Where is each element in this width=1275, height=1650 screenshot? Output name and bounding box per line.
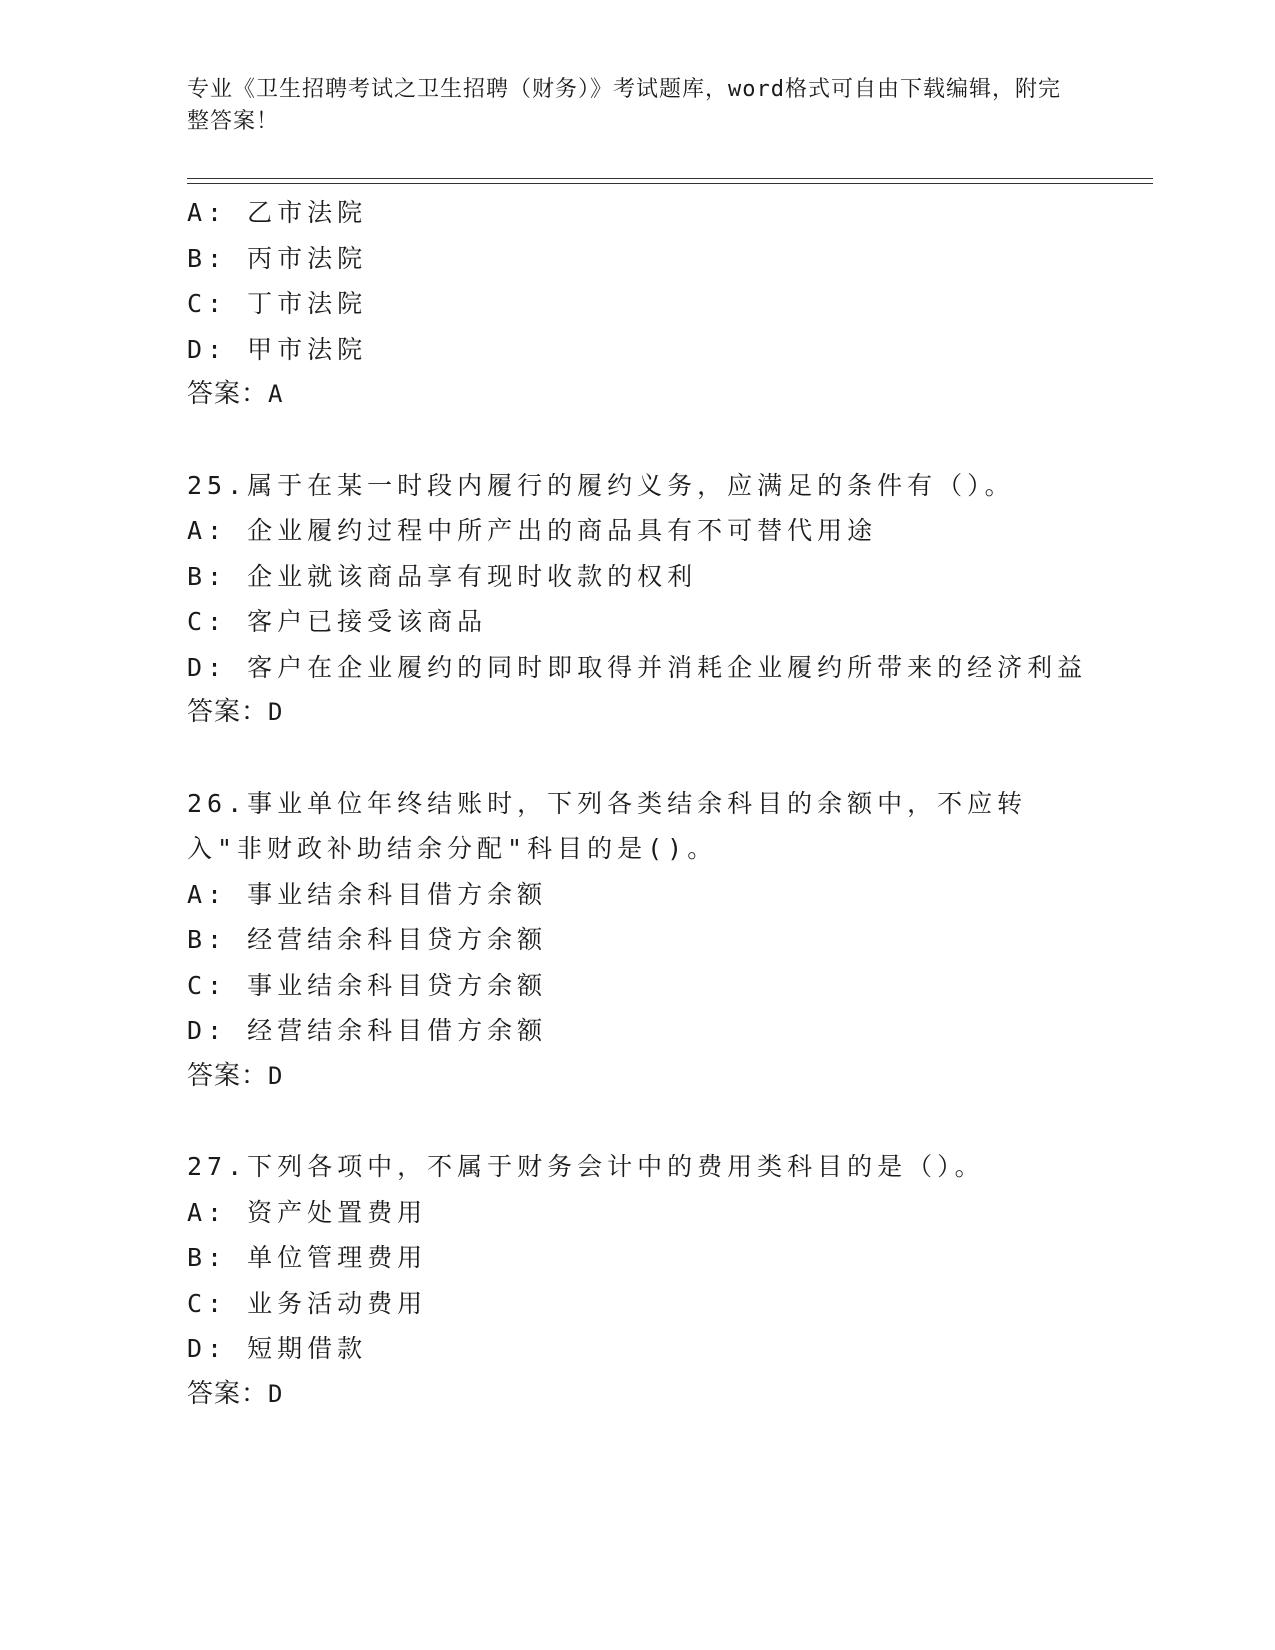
answer-line — [187, 1054, 1087, 1100]
answer-label: 答案： — [187, 1060, 269, 1091]
option-label: A: — [187, 879, 228, 909]
option-text: 丁市法院 — [247, 289, 368, 318]
question-title: 26.事业单位年终结账时，下列各类结余科目的余额中，不应转入"非财政补助结余分配"科目的是()。 — [187, 788, 1028, 863]
question-25 — [187, 463, 1087, 736]
option-text: 客户已接受该商品 — [247, 607, 488, 636]
answer-value: D — [268, 1061, 284, 1090]
answer-line — [187, 1372, 1087, 1418]
option-label: C: — [187, 607, 228, 636]
answer-label: 答案： — [187, 1378, 269, 1409]
document-header: 专业《卫生招聘考试之卫生招聘（财务）》考试题库，word格式可自由下载编辑，附完整答案！ — [187, 77, 1061, 134]
option-d — [187, 645, 1087, 691]
option-label: B: — [187, 925, 228, 954]
option-c — [187, 1281, 1087, 1327]
answer-line — [187, 690, 1087, 736]
option-a — [187, 508, 1087, 554]
option-text: 乙市法院 — [247, 198, 368, 227]
option-a — [187, 1190, 1087, 1236]
question-title: 27.下列各项中，不属于财务会计中的费用类科目的是（）。 — [187, 1152, 985, 1181]
option-label: D: — [187, 1016, 228, 1045]
option-b — [187, 554, 1087, 600]
header-divider-bottom — [187, 183, 1153, 184]
option-text: 企业就该商品享有现时收款的权利 — [247, 561, 698, 591]
option-c — [187, 963, 1087, 1009]
question-title: 25.属于在某一时段内履行的履约义务，应满足的条件有（）。 — [187, 470, 1015, 500]
option-label: B: — [187, 561, 228, 591]
answer-line — [187, 372, 1087, 418]
option-text: 企业履约过程中所产出的商品具有不可替代用途 — [247, 516, 878, 545]
option-label: B: — [187, 1243, 228, 1272]
option-label: A: — [187, 516, 228, 545]
option-text: 单位管理费用 — [247, 1243, 428, 1272]
question-27 — [187, 1144, 1087, 1417]
option-text: 经营结余科目借方余额 — [247, 1016, 548, 1045]
option-label: C: — [187, 1288, 228, 1318]
question-26 — [187, 781, 1087, 1100]
option-text: 丙市法院 — [247, 243, 368, 273]
option-d — [187, 1008, 1087, 1054]
option-label: D: — [187, 1334, 228, 1363]
option-b — [187, 236, 1087, 282]
option-label: A: — [187, 198, 228, 227]
answer-value: A — [268, 380, 284, 408]
option-text: 事业结余科目借方余额 — [247, 879, 548, 909]
option-text: 甲市法院 — [247, 334, 368, 364]
option-c — [187, 599, 1087, 645]
option-text: 事业结余科目贷方余额 — [247, 970, 548, 1000]
option-a — [187, 872, 1087, 918]
option-d — [187, 1326, 1087, 1372]
option-a — [187, 190, 1087, 236]
option-text: 客户在企业履约的同时即取得并消耗企业履约所带来的经济利益 — [247, 652, 1088, 682]
option-b — [187, 1235, 1087, 1281]
option-text: 资产处置费用 — [247, 1197, 428, 1227]
question-list — [187, 190, 1087, 1417]
option-b — [187, 917, 1087, 963]
answer-label: 答案： — [187, 379, 269, 409]
question-24-tail — [187, 190, 1087, 418]
option-text: 经营结余科目贷方余额 — [247, 925, 548, 954]
option-d — [187, 327, 1087, 373]
option-label: C: — [187, 970, 228, 1000]
option-label: A: — [187, 1197, 228, 1227]
option-label: D: — [187, 334, 228, 364]
option-text: 业务活动费用 — [247, 1288, 428, 1318]
option-c — [187, 281, 1087, 327]
answer-label: 答案： — [187, 697, 269, 727]
header-divider-top — [187, 178, 1153, 179]
answer-value: D — [268, 698, 284, 726]
option-label: C: — [187, 289, 228, 318]
answer-value: D — [268, 1379, 284, 1408]
option-label: B: — [187, 243, 228, 273]
option-text: 短期借款 — [247, 1334, 368, 1363]
option-label: D: — [187, 652, 228, 682]
